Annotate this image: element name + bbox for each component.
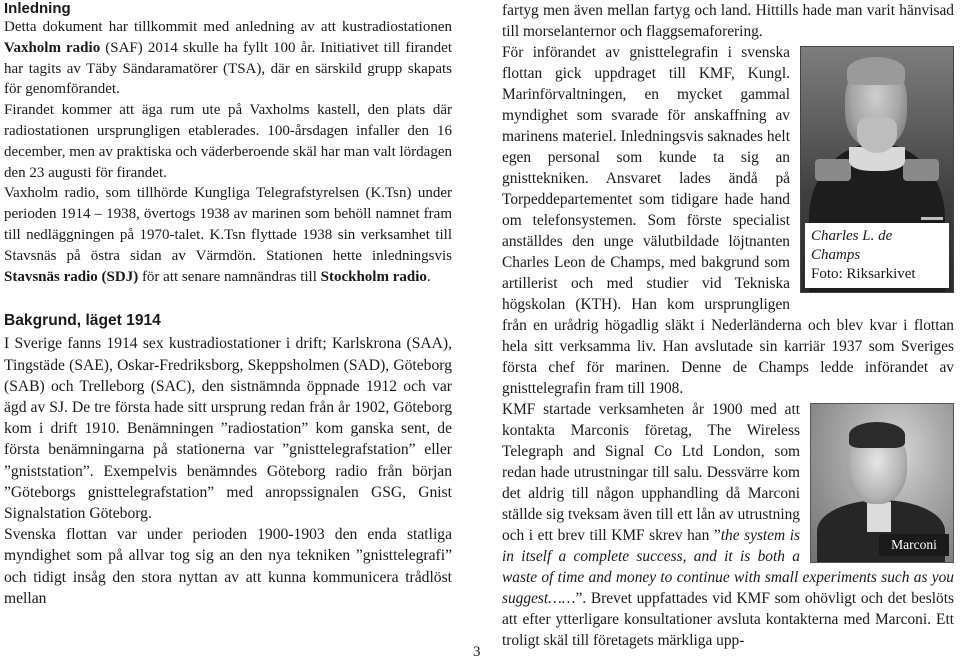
heading-inledning: Inledning — [4, 0, 71, 17]
bold-vaxholm-radio: Vaxholm radio — [4, 39, 101, 56]
photo-epaulette — [903, 159, 939, 181]
paragraph-bakgrund-2: Svenska flottan var under perioden 1900-1903 den enda statliga myndighet som på allvar tog sig an den nya tekniken ”gnisttelegrafi” och tidigt insåg den stora nyttan av att kunna kommunicera trådlöst mellan — [4, 526, 452, 607]
heading-bakgrund: Bakgrund, läget 1914 — [4, 312, 161, 330]
text-span: för att senare namnändras till — [138, 268, 321, 285]
section-bakgrund — [4, 311, 452, 609]
paragraph-right-1: fartyg men även mellan fartyg och land. Hittills hade man varit hänvisad till morselanternor och flaggsemaforering. — [502, 2, 954, 40]
photo-hair — [847, 57, 905, 85]
photo-caption-marconi: Marconi — [879, 534, 949, 556]
page-number: 3 — [473, 644, 481, 660]
text-span: ”. Brevet uppfattades vid KMF som ohövligt och det beslöts att efter ytterligare konsultationer avsluta kontakterna med Marconi. Ett troligt skäl till företagets märkliga upp- — [502, 590, 954, 649]
photo-epaulette — [815, 159, 851, 181]
photo-caption-champs — [805, 223, 949, 288]
italic-marconi-quote: the system is in itself a complete success, and it is both a waste of time and money to continue with small experiments such as you suggest…… — [502, 527, 954, 607]
caption-name: Charles L. de Champs — [811, 228, 893, 263]
left-column — [4, 0, 452, 609]
section-inledning — [4, 0, 452, 287]
photo-shirt — [867, 502, 891, 532]
right-column — [502, 0, 954, 651]
paragraph-bakgrund-1: I Sverige fanns 1914 sex kustradiostationer i drift; Karlskrona (SAA), Tingstäde (SAE), Oskar-Fredriksborg, Skeppsholmen (SAD), Göteborg (SAB) och Trelleborg (SAC), den sistnämnda öppnade 1912 och var ägd av SJ. De tre första hade sitt ursprung redan från år 1902, Göteborg kom i drift 1910. Benämningen ”radiostation” kom ganska sent, de första benämningarna på stationerna var ”gnisttelegrafstation” eller ”gniststation”. Exempelvis benämndes Göteborg radio från början ”Göteborgs gnisttelegrafstation” med anropssignalen GSG, Gnist Signalstation Göteborg. — [4, 335, 452, 522]
text-span: . — [426, 268, 431, 285]
text-span: KMF startade verksamheten år 1900 med att kontakta Marconis företag, The Wireless Telegraph and Signal Co Ltd London, som redan hade utrustningar till salu. Dessvärre kom det aldrig till någon upphandling då Marconi ställde sig tveksam även till ett lån av utrustning och i ett brev till KMF skrev han ” — [502, 401, 800, 544]
bold-stockholm-radio: Stockholm radio — [320, 268, 427, 285]
text-span: (SAF) 2014 skulle ha fyllt 100 år. Initiativet till firandet har tagits av Täby Sändaramatörer (TSA), där en särskild grupp skapats för genomförandet. — [4, 39, 452, 98]
paragraph-intro-1 — [4, 17, 452, 100]
photo-charles-de-champs — [800, 46, 954, 293]
paragraph-intro-2: Firandet kommer att äga rum ute på Vaxholms kastell, den plats där radiostationen ursprungligen etablerades. 100-årsdagen infaller den 16 december, men av praktiska och väderberoende skäl har man valt lördagen den 23 augusti för firandet. — [4, 102, 452, 181]
caption-credit: Foto: Riksarkivet — [811, 266, 916, 282]
paragraph-right-2: För införandet av gnisttelegrafin i svenska flottan gick uppdraget till KMF, Kungl. Marinförvaltningen, en mycket gammal myndighet som svarade för anskaffning av marinens materiel. Inledningsvis saknades helt egen personal som kunde ta sig an gnisttekniken. Ansvaret lades ändå på Torpeddepartementet som tidigare hade hand om telefonsystemen. Som förste specialist anställdes den unge välutbildade löjtnanten Charles Leon de Champs, med bakgrund som artillerist och med studier vid Tekniska högskolan (KTH). Han kom ursprungligen från en urådrig högadlig släkt i Nederländerna och blev kvar i flottan hela sitt verksamma liv. Han avslutade sin karriär 1937 som Sveriges första chef för marinen. Denne de Champs ledde införandet av gnisttelegrafin fram till 1908. — [502, 44, 954, 397]
text-span: Vaxholm radio, som tillhörde Kungliga Telegrafstyrelsen (K.Tsn) under perioden 1914 – 1938, övertogs 1938 av marinen som behöll namnet fram till nedläggningen på 1970-talet. K.Tsn flyttade 1938 sin verksamhet till Stavsnäs på östra sidan av Värmdön. Stationen hette inledningsvis — [4, 185, 452, 264]
photo-hair — [849, 422, 905, 448]
bold-stavsnas-radio: Stavsnäs radio (SDJ) — [4, 268, 139, 285]
text-span: Detta dokument har tillkommit med anledning av att kustradiostationen — [4, 19, 452, 35]
photo-marconi — [810, 403, 954, 563]
paragraph-intro-3 — [4, 183, 452, 287]
photo-beard — [857, 117, 897, 153]
